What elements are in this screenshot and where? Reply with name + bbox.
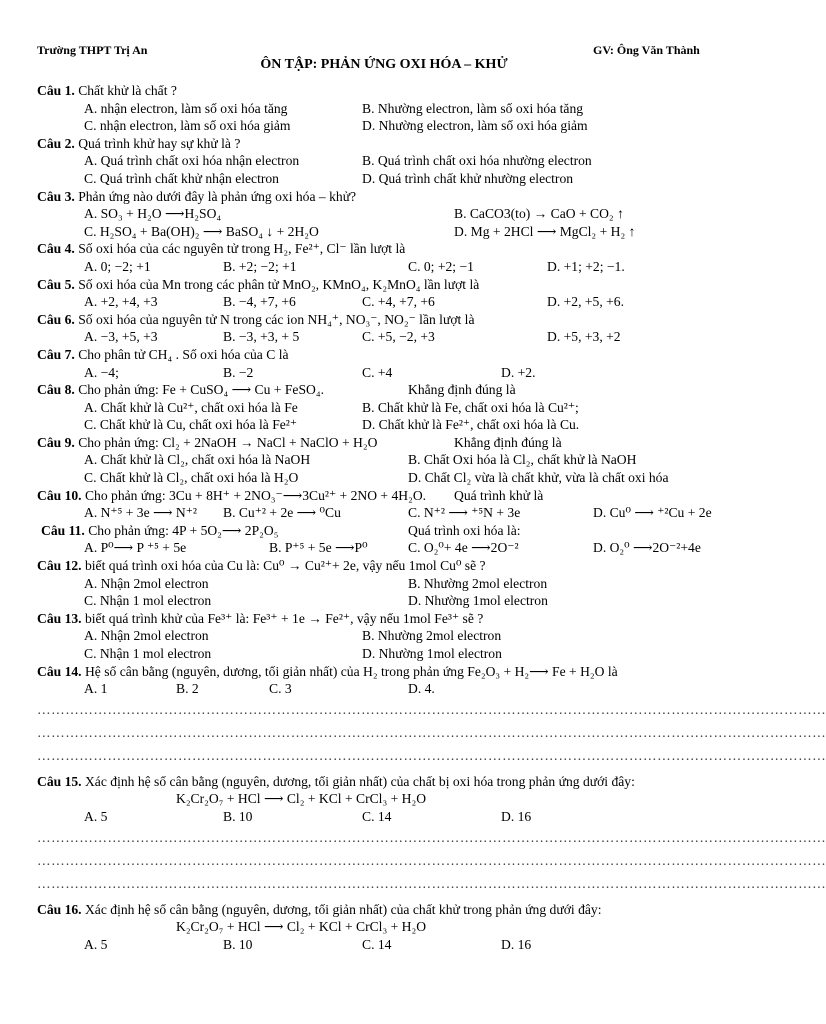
option-a: A. N⁺⁵ + 3e ⟶ N⁺² xyxy=(84,505,197,521)
option-c: C. Chất khử là Cu, chất oxi hóa là Fe²⁺ xyxy=(84,417,298,433)
options-row xyxy=(37,451,727,469)
answer-line: …………………………………………………………………………………………………………………………………………………… xyxy=(37,701,826,717)
question-number: Câu 5. xyxy=(37,276,75,292)
reaction-equation: K₂Cr₂O₇ + HCl ⟶ Cl₂ + KCl + CrCl₃ + H₂O xyxy=(176,919,427,935)
question-text: Số oxi hóa của Mn trong các phân tử MnO₂, KMnO₄, K₂MnO₄ lần lượt là xyxy=(78,276,480,292)
option-a: A. Quá trình chất oxi hóa nhận electron xyxy=(84,153,300,169)
options-row xyxy=(37,416,727,434)
option-b: B. Cu⁺² + 2e ⟶ ⁰Cu xyxy=(223,505,341,521)
option-b: B. −3, +3, + 5 xyxy=(223,329,300,345)
option-d: D. Nhường 1mol electron xyxy=(408,593,548,609)
question-text: Cho phân tử CH₄ . Số oxi hóa của C là xyxy=(78,346,289,362)
school-name: Trường THPT Trị An xyxy=(37,43,148,57)
option-c: C. 14 xyxy=(362,936,392,952)
question-text: biết quá trình khử của Fe³⁺ là: Fe³⁺ + 1e → Fe²⁺, vậy nếu 1mol Fe³⁺ sẽ ? xyxy=(84,610,484,626)
option-c: C. Chất khử là Cl₂, chất oxi hóa là H₂O xyxy=(84,470,299,486)
reaction-equation: K₂Cr₂O₇ + HCl ⟶ Cl₂ + KCl + CrCl₃ + H₂O xyxy=(176,791,427,807)
question-6 xyxy=(37,311,727,329)
teacher-name: GV: Ông Văn Thành xyxy=(593,43,700,57)
option-c: C. 3 xyxy=(269,681,292,697)
options-row xyxy=(37,936,727,954)
question-12 xyxy=(37,557,727,575)
option-b: B. Nhường electron, làm số oxi hóa tăng xyxy=(362,100,584,116)
option-b: B. 10 xyxy=(223,936,253,952)
options-row xyxy=(37,575,727,593)
option-c: C. nhận electron, làm số oxi hóa giảm xyxy=(84,118,291,134)
option-d: D. Mg + 2HCl ⟶ MgCl₂ + H₂ ↑ xyxy=(454,223,636,239)
options-row xyxy=(37,680,727,698)
question-list xyxy=(37,82,826,953)
options-row xyxy=(37,469,727,487)
option-d: D. +2. xyxy=(501,364,536,380)
question-4 xyxy=(37,240,727,258)
option-d: D. +1; +2; −1. xyxy=(547,258,625,274)
option-b: B. −4, +7, +6 xyxy=(223,294,296,310)
question-number: Câu 10. xyxy=(37,487,82,503)
question-number: Câu 7. xyxy=(37,346,75,362)
option-a: A. 1 xyxy=(84,681,108,697)
question-text: Số oxi hóa của nguyên tử N trong các ion NH₄⁺, NO₃⁻, NO₂⁻ lần lượt là xyxy=(78,311,475,327)
option-c: C. +5, −2, +3 xyxy=(362,329,435,345)
question-tail: Quá trình khử là xyxy=(454,487,544,503)
question-number: Câu 11. xyxy=(41,522,85,538)
question-text: Phản ứng nào dưới đây là phản ứng oxi hóa – khử? xyxy=(78,188,357,204)
options-row xyxy=(37,627,727,645)
option-d: D. 16 xyxy=(501,936,532,952)
question-text: Cho phản ứng: Cl₂ + 2NaOH → NaCl + NaClO + H₂O xyxy=(78,434,378,450)
question-number: Câu 14. xyxy=(37,663,82,679)
option-b: B. 2 xyxy=(176,681,199,697)
options-row xyxy=(37,205,727,223)
options-row xyxy=(37,152,727,170)
option-d: D. +5, +3, +2 xyxy=(547,329,621,345)
question-tail: Khẳng định đúng là xyxy=(408,382,516,398)
question-number: Câu 1. xyxy=(37,83,75,98)
option-d: D. Nhường 1mol electron xyxy=(362,646,502,661)
option-a: A. Chất khử là Cu²⁺, chất oxi hóa là Fe xyxy=(84,399,298,415)
option-c: C. O₂⁰+ 4e ⟶2O⁻² xyxy=(408,540,519,556)
options-row xyxy=(37,504,727,522)
options-row xyxy=(37,170,727,188)
options-row xyxy=(37,100,727,118)
options-row xyxy=(37,399,727,417)
option-a: A. P⁰⟶ P ⁺⁵ + 5e xyxy=(84,540,187,556)
question-9 xyxy=(37,434,727,452)
question-8 xyxy=(37,381,727,399)
option-c: C. Quá trình chất khử nhận electron xyxy=(84,170,279,186)
question-5 xyxy=(37,276,727,294)
option-a: A. Chất khử là Cl₂, chất oxi hóa là NaOH xyxy=(84,452,311,468)
option-b: B. Chất Oxi hóa là Cl₂, chất khử là NaOH xyxy=(408,452,637,468)
options-row xyxy=(37,645,727,663)
option-b: B. Nhường 2mol electron xyxy=(408,575,548,591)
option-d: D. Chất Cl₂ vừa là chất khử, vừa là chất oxi hóa xyxy=(408,470,669,486)
option-c: C. +4 xyxy=(362,364,393,380)
question-text: Xác định hệ số cân bằng (nguyên, dương, tối giản nhất) của chất khử trong phản ứng dưới đây: xyxy=(84,901,602,917)
options-row xyxy=(37,808,727,826)
option-b: B. Chất khử là Fe, chất oxi hóa là Cu²⁺; xyxy=(362,399,579,415)
option-a: A. nhận electron, làm số oxi hóa tăng xyxy=(84,100,288,116)
question-number: Câu 15. xyxy=(37,773,82,789)
option-b: B. CaCO3(to) → CaO + CO₂ ↑ xyxy=(454,206,624,222)
question-number: Câu 9. xyxy=(37,434,75,450)
option-d: D. O₂⁰ ⟶2O⁻²+4e xyxy=(593,540,701,556)
option-b: B. 10 xyxy=(223,808,253,824)
option-a: A. +2, +4, +3 xyxy=(84,294,158,310)
option-d: D. Quá trình chất khử nhường electron xyxy=(362,170,574,186)
question-2 xyxy=(37,135,727,153)
option-c: C. 14 xyxy=(362,808,392,824)
answer-line: …………………………………………………………………………………………………………………………………………………… xyxy=(37,829,826,845)
option-a: A. Nhận 2mol electron xyxy=(84,575,209,591)
question-3 xyxy=(37,188,727,206)
question-10 xyxy=(37,487,727,505)
option-a: A. −3, +5, +3 xyxy=(84,329,158,345)
question-number: Câu 4. xyxy=(37,241,75,257)
option-a: A. 5 xyxy=(84,808,108,824)
option-a: A. 0; −2; +1 xyxy=(84,258,151,274)
question-text: Quá trình khử hay sự khử là ? xyxy=(78,135,241,151)
option-b: B. −2 xyxy=(223,364,254,380)
option-d: D. +2, +5, +6. xyxy=(547,294,624,310)
options-row xyxy=(37,258,727,276)
option-c: C. 0; +2; −1 xyxy=(408,258,474,274)
options-row xyxy=(37,592,727,610)
option-d: D. Nhường electron, làm số oxi hóa giảm xyxy=(362,118,588,134)
option-c: C. Nhận 1 mol electron xyxy=(84,593,212,609)
question-14 xyxy=(37,663,727,681)
question-text: Cho phản ứng: 4P + 5O₂⟶ 2P₂O₅ xyxy=(88,522,279,538)
question-15 xyxy=(37,773,727,791)
question-tail: Khẳng định đúng là xyxy=(454,434,562,450)
option-c: C. N⁺² ⟶ ⁺⁵N + 3e xyxy=(408,505,521,521)
options-row xyxy=(37,293,727,311)
question-11 xyxy=(37,522,727,540)
option-a: A. SO₃ + H₂O ⟶H₂SO₄ xyxy=(84,206,222,222)
question-text: Cho phản ứng: Fe + CuSO₄ ⟶ Cu + FeSO₄. xyxy=(78,382,324,398)
question-number: Câu 8. xyxy=(37,382,75,398)
question-number: Câu 2. xyxy=(37,135,75,151)
question-number: Câu 16. xyxy=(37,901,82,917)
option-b: B. Nhường 2mol electron xyxy=(362,628,502,644)
question-16 xyxy=(37,901,727,919)
option-b: B. +2; −2; +1 xyxy=(223,258,297,274)
option-d: D. Cu⁰ ⟶ ⁺²Cu + 2e xyxy=(593,505,712,521)
question-text: Cho phản ứng: 3Cu + 8H⁺ + 2NO₃⁻⟶3Cu²⁺ + 2NO + 4H₂O. xyxy=(84,487,427,503)
options-row xyxy=(37,364,727,382)
question-text: Hệ số cân bằng (nguyên, dương, tối giản nhất) của H₂ trong phản ứng Fe₂O₃ + H₂⟶ Fe + H₂O là xyxy=(84,663,618,679)
options-row xyxy=(37,117,727,135)
question-number: Câu 12. xyxy=(37,558,82,574)
option-d: D. Chất khử là Fe²⁺, chất oxi hóa là Cu. xyxy=(362,417,580,433)
question-13 xyxy=(37,610,727,628)
question-text: Xác định hệ số cân bằng (nguyên, dương, tối giản nhất) của chất bị oxi hóa trong phản ứng dưới đây: xyxy=(84,773,635,789)
question-text: biết quá trình oxi hóa của Cu là: Cu⁰ → Cu²⁺+ 2e, vậy nếu 1mol Cu⁰ sẽ ? xyxy=(84,558,486,574)
question-text: Chất khử là chất ? xyxy=(78,83,177,98)
question-tail: Quá trình oxi hóa là: xyxy=(408,522,521,538)
question-text: Số oxi hóa của các nguyên tử trong H₂, Fe²⁺, Cl⁻ lần lượt là xyxy=(78,241,406,257)
page-title: ÔN TẬP: PHẢN ỨNG OXI HÓA – KHỬ xyxy=(260,57,508,72)
question-7 xyxy=(37,346,727,364)
question-1 xyxy=(37,82,727,100)
answer-line: …………………………………………………………………………………………………………………………………………………… xyxy=(37,724,826,740)
question-number: Câu 6. xyxy=(37,311,75,327)
option-d: D. 16 xyxy=(501,808,532,824)
option-d: D. 4. xyxy=(408,681,435,697)
answer-line: …………………………………………………………………………………………………………………………………………………… xyxy=(37,875,826,891)
option-a: A. Nhận 2mol electron xyxy=(84,628,209,644)
option-c: C. Nhận 1 mol electron xyxy=(84,646,212,661)
option-b: B. Quá trình chất oxi hóa nhường electron xyxy=(362,153,592,169)
question-number: Câu 13. xyxy=(37,610,82,626)
answer-line: …………………………………………………………………………………………………………………………………………………… xyxy=(37,747,826,763)
option-a: A. 5 xyxy=(84,936,108,952)
options-row xyxy=(37,539,727,557)
answer-line: …………………………………………………………………………………………………………………………………………………… xyxy=(37,852,826,868)
option-c: C. +4, +7, +6 xyxy=(362,294,435,310)
question-number: Câu 3. xyxy=(37,188,75,204)
option-b: B. P⁺⁵ + 5e ⟶P⁰ xyxy=(269,540,368,556)
option-c: C. H₂SO₄ + Ba(OH)₂ ⟶ BaSO₄ ↓ + 2H₂O xyxy=(84,223,319,239)
option-a: A. −4; xyxy=(84,364,119,380)
options-row xyxy=(37,223,727,241)
options-row xyxy=(37,328,727,346)
